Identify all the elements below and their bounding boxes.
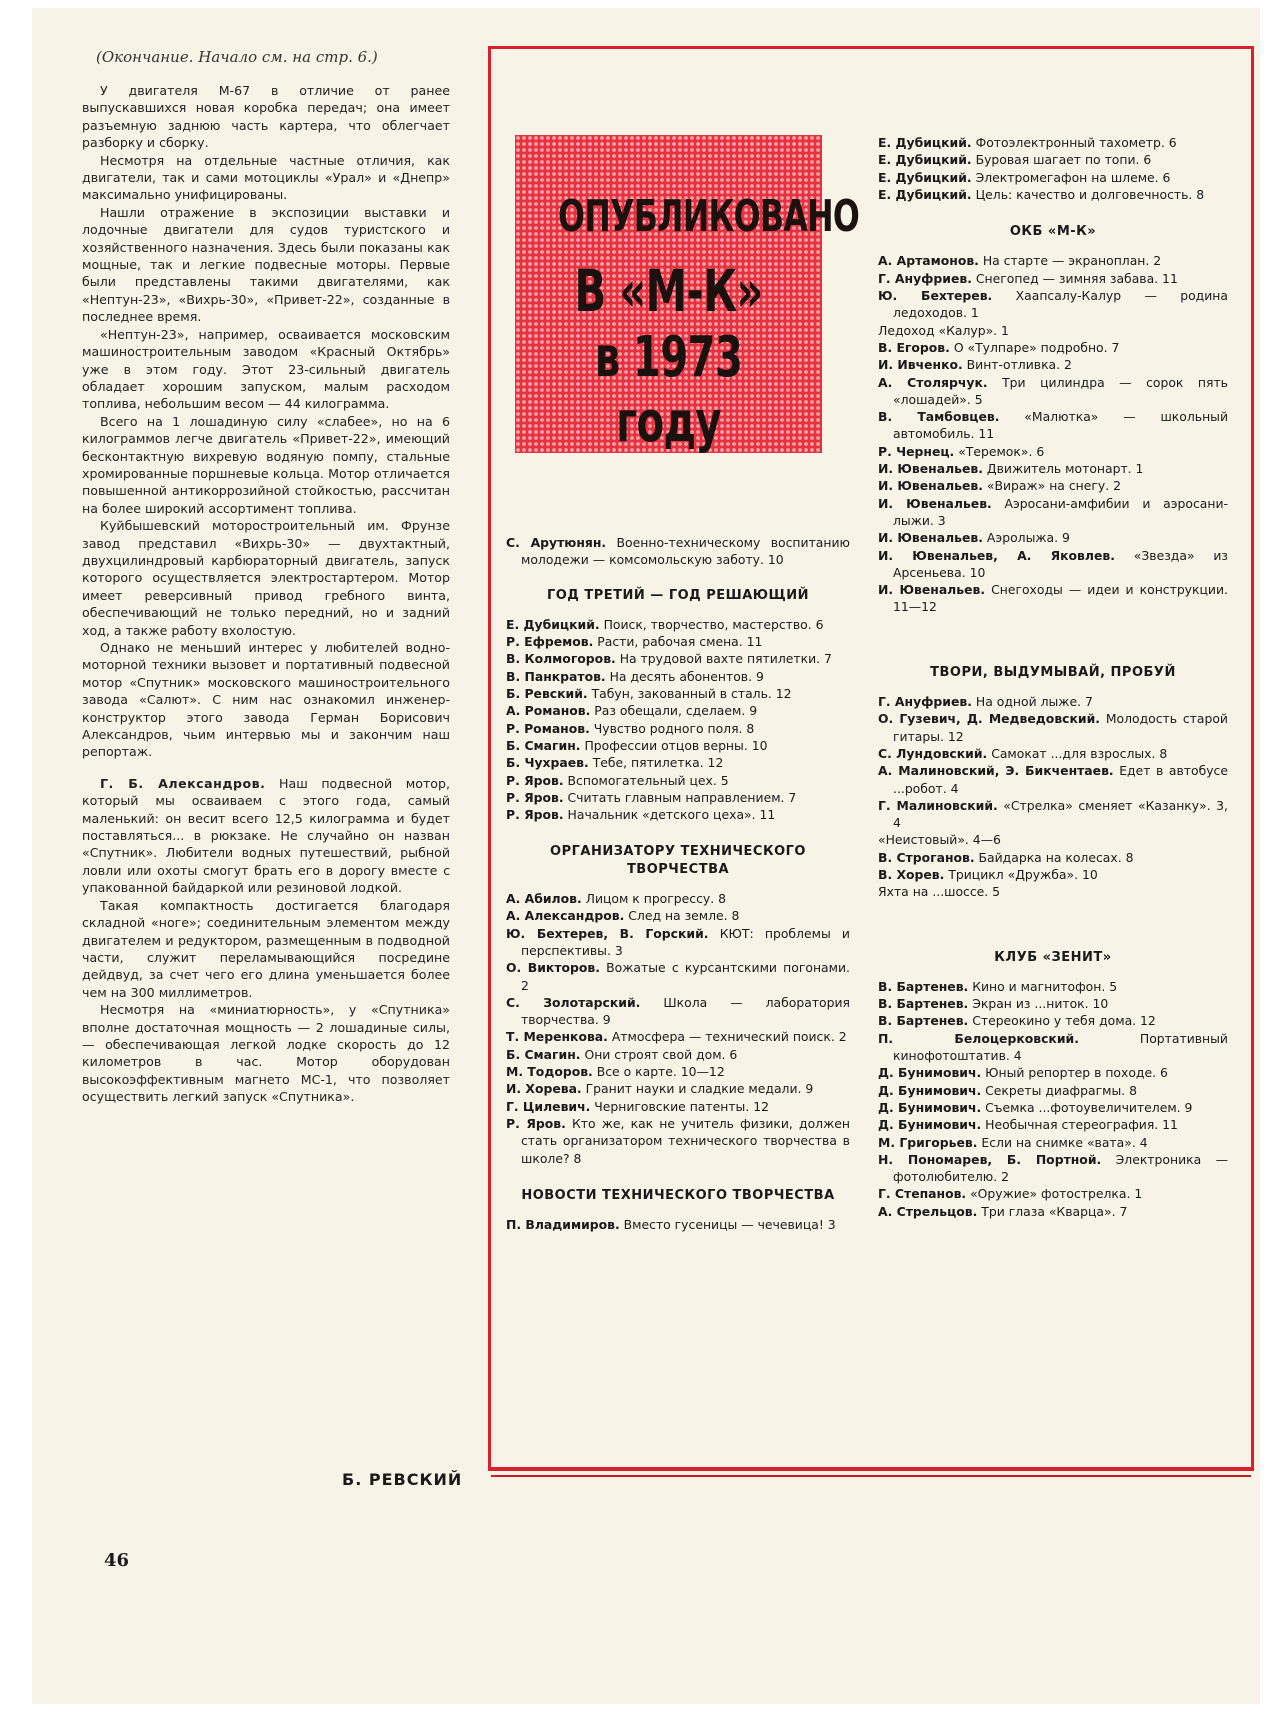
entry-author: И. Ювенальев. (878, 530, 983, 546)
entry-title: Аэролыжа. 9 (986, 530, 1070, 546)
interview-paragraph: Г. Б. Александров. Наш подвесной мотор, который мы осваиваем с этого года, самый маленький: он весит всего 12,5 килограмма и будет поставляться... в рюкзаке. Не случайно он назван «Спутник». Любители водных путешествий, рыбной ловли или охоты смогут брать его в дорогу вместе с упакованной байдаркой или резиновой лодкой. (82, 775, 451, 896)
section-title: КЛУБ «ЗЕНИТ» (994, 949, 1112, 965)
article-paragraph: Несмотря на «миниатюрность», у «Спутника» вполне достаточная мощность — 2 лошадиные силы, — обеспечивающая легкой лодке скорость до 12 километров в час. Мотор оборудован высокоэффективным магнето МС-1, что позволяет осуществить легкий запуск «Спутника». (82, 1002, 450, 1105)
index-entry (878, 356, 1228, 373)
entry-author: И. Ювенальев. (878, 582, 986, 598)
index-entry (506, 890, 850, 907)
index-entry (506, 1216, 850, 1233)
index-entry (878, 169, 1228, 186)
banner-line: В «М-К» (574, 257, 763, 325)
entry-author: О. Гузевич, Д. Медведовский. (878, 711, 1100, 727)
index-entry (878, 460, 1228, 477)
index-entry (506, 806, 850, 823)
article-paragraph: У двигателя М-67 в отличие от ранее выпускавшихся новая коробка передач; она имеет разъемную заднюю часть картера, что облегчает разборку и сборку. (82, 83, 450, 151)
entry-author: В. Колмогоров. (506, 651, 616, 667)
entry-author: И. Ювенальев. (878, 495, 992, 511)
entry-author: П. Владимиров. (506, 1217, 620, 1233)
entry-author: О. Викторов. (506, 960, 600, 976)
entry-author: Р. Яров. (506, 789, 564, 805)
index-entry (878, 443, 1228, 460)
entry-title: Буровая шагает по топи. 6 (975, 152, 1152, 168)
index-entry (506, 925, 850, 960)
entry-author: А. Малиновский, Э. Бикчентаев. (878, 763, 1114, 779)
entry-title: «Теремок». 6 (958, 443, 1045, 459)
article-paragraph: Всего на 1 лошадиную силу «слабее», но на 6 килограммов легче двигатель «Привет-22», имеющий бесконтактную вихревую водяную помпу, стальные хромированные поршневые кольца. Мотор отличается повышенной антикоррозийной стойкостью, рассчитан на более широкий ассортимент топлива. (82, 413, 450, 516)
entry-author: А. Столярчук. (878, 374, 988, 390)
entry-title: Необычная стереография. 11 (985, 1117, 1178, 1133)
index-entry (506, 754, 850, 771)
entry-title: Байдарка на колесах. 8 (978, 849, 1134, 865)
entry-title: Трицикл «Дружба». 10 (948, 866, 1098, 882)
entry-author: М. Тодоров. (506, 1064, 593, 1080)
index-entry (878, 1082, 1228, 1099)
index-entry (878, 339, 1228, 356)
index-entry (878, 1151, 1228, 1186)
entry-title: Вместо гусеницы — чечевица! 3 (623, 1217, 836, 1233)
entry-author: А. Александров. (506, 908, 625, 924)
entry-title: «Неистовый». 4—6 (878, 832, 1001, 848)
index-entry (878, 252, 1228, 269)
entry-title: Вожатые с курсантскими погонами. 2 (521, 960, 850, 993)
entry-title: Винт-отливка. 2 (966, 357, 1072, 373)
entry-title: На десять абонентов. 9 (609, 668, 764, 684)
article-paragraph: Куйбышевский моторостроительный им. Фрунзе завод представил «Вихрь-30» — двухтактный, двухцилиндровый карбюраторный двигатель, запуск которого осуществляется электростартером. Мотор имеет реверсивный привод гребного винта, обеспечивающий не только передний, но и задний ход, а также работу вхолостую. (82, 518, 450, 638)
entry-title: «Малютка» — школьный автомобиль. 11 (893, 409, 1229, 442)
entry-author: П. Белоцерковский. (878, 1030, 1079, 1046)
index-entry (878, 1012, 1228, 1029)
index-entry (506, 994, 850, 1029)
entry-author: В. Тамбовцев. (878, 409, 1000, 425)
section-title: ОКБ «М-К» (1009, 224, 1097, 240)
entry-author: Ю. Бехтерев. (878, 288, 993, 304)
entry-title: «Вираж» на снегу. 2 (986, 478, 1121, 494)
entry-author: Д. Бунимович. (878, 1082, 982, 1098)
entry-author: Д. Бунимович. (878, 1117, 982, 1133)
entry-author: В. Панкратов. (506, 668, 606, 684)
section-title: ГОД ТРЕТИЙ — ГОД РЕШАЮЩИЙ (546, 587, 810, 603)
entry-author: Р. Яров. (506, 772, 564, 788)
entry-title: Расти, рабочая смена. 11 (597, 634, 763, 650)
index-entry (878, 374, 1228, 409)
entry-title: Чувство родного поля. 8 (593, 720, 755, 736)
entry-author: Д. Бунимович. (878, 1099, 982, 1115)
page-number: 46 (104, 1550, 130, 1571)
entry-author: С. Арутюнян. (506, 535, 607, 550)
index-entry (878, 186, 1228, 203)
entry-title: Стереокино у тебя дома. 12 (972, 1013, 1156, 1029)
index-banner (515, 135, 860, 455)
entry-author: В. Бартенев. (878, 1013, 969, 1029)
entry-author: Г. Цилевич. (506, 1098, 591, 1114)
section-title: НОВОСТИ ТЕХНИЧЕСКОГО ТВОРЧЕСТВА (521, 1187, 835, 1203)
entry-title: Молодость старой гитары. 12 (893, 711, 1228, 744)
entry-title: Кино и магнитофон. 5 (972, 978, 1118, 994)
banner-line: ОПУБЛИКОВАНО (557, 191, 860, 242)
index-entry (878, 1116, 1228, 1133)
entry-title: На старте — экраноплан. 2 (982, 253, 1162, 269)
entry-title: Военно-техническому воспитанию молодежи — комсомольскую заботу. 10 (521, 535, 850, 568)
entry-title: Кто же, как не учитель физики, должен стать организатором технического творчества в школе? 8 (521, 1115, 850, 1166)
index-entry (506, 1080, 850, 1097)
entry-title: Едет в автобусе ...робот. 4 (893, 763, 1228, 796)
entry-author: Е. Дубицкий. (878, 186, 972, 202)
index-column-middle (506, 534, 850, 1233)
entry-author: Р. Ефремов. (506, 634, 594, 650)
entry-author: В. Егоров. (878, 339, 950, 355)
entry-title: Они строят свой дом. 6 (584, 1046, 738, 1062)
entry-title: Профессии отцов верны. 10 (584, 737, 768, 753)
index-entry (506, 907, 850, 924)
entry-title: Фотоэлектронный тахометр. 6 (975, 135, 1177, 150)
entry-title: Табун, закованный в сталь. 12 (591, 686, 792, 702)
entry-title: Ледоход «Калур». 1 (878, 322, 1009, 338)
entry-title: Считать главным направлением. 7 (567, 789, 797, 805)
article-author: Б. РЕВСКИЙ (342, 1470, 463, 1489)
index-entry (878, 151, 1228, 168)
entry-title: На одной лыже. 7 (975, 694, 1093, 710)
entry-title: «Оружие» фотострелка. 1 (970, 1186, 1143, 1202)
article-paragraph: Однако не меньший интерес у любителей водно-моторной техники вызовет и портативный подвесной мотор «Спутник» московского машиностроительного завода «Салют». С ним нас ознакомил инженер-конструктор этого завода Герман Борисович Александров, чьим интервью мы и закончим наш репортаж. (82, 640, 450, 760)
entry-title: Экран из ...ниток. 10 (972, 996, 1109, 1012)
entry-author: В. Бартенев. (878, 996, 969, 1012)
entry-title: Черниговские патенты. 12 (594, 1098, 769, 1114)
article-paragraph: «Нептун-23», например, осваивается московским машиностроительным заводом «Красный Октябрь» уже в этом году. Этот 23-сильный двигатель обладает хорошим запуском, малым расходом топлива, небольшим весом — 44 килограмма. (82, 326, 450, 412)
index-entry (878, 408, 1228, 443)
entry-author: В. Строганов. (878, 849, 975, 865)
index-entry (878, 693, 1228, 710)
entry-title: Раз обещали, сделаем. 9 (594, 703, 758, 719)
section-title: ОРГАНИЗАТОРУ ТЕХНИЧЕСКОГО ТВОРЧЕСТВА (550, 844, 806, 877)
entry-title: Самокат ...для взрослых. 8 (991, 745, 1168, 761)
index-entry (878, 866, 1228, 883)
index-entry (878, 287, 1228, 322)
entry-title: Все о карте. 10—12 (596, 1064, 725, 1080)
index-entry (878, 797, 1228, 832)
entry-title: Школа — лаборатория творчества. 9 (521, 994, 850, 1028)
entry-author: Е. Дубицкий. (878, 169, 972, 185)
entry-author: Д. Бунимович. (878, 1065, 982, 1081)
index-entry (878, 1099, 1228, 1116)
entry-author: И. Ювенальев. (878, 461, 983, 477)
index-entry (878, 1134, 1228, 1151)
entry-author: Г. Ануфриев. (878, 694, 972, 710)
index-entry (506, 737, 850, 754)
index-entry (878, 1203, 1228, 1220)
index-entry (506, 668, 850, 685)
entry-title: Три глаза «Кварца». 7 (981, 1203, 1128, 1219)
entry-author: С. Лундовский. (878, 745, 988, 761)
index-entry (878, 831, 1228, 848)
entry-title: Аэросани-амфибии и аэросани-лыжи. 3 (893, 495, 1228, 528)
entry-title: Снегопед — зимняя забава. 11 (975, 270, 1178, 286)
index-entry (878, 849, 1228, 866)
entry-title: Хаапсалу-Калур — родина ледоходов. 1 (893, 288, 1228, 321)
entry-title: «Звезда» из Арсеньева. 10 (893, 547, 1229, 580)
section-spacer (878, 901, 1228, 929)
index-entry (878, 883, 1228, 900)
article-paragraph: Такая компактность достигается благодаря складной «ноге»; соединительным элементом между двигателем и редуктором, размещенным в подводной части, служит переламывающийся посредине дейдвуд, за счет чего его длина уменьшается более чем на 300 миллиметров. (82, 897, 450, 1000)
index-entry (506, 1028, 850, 1045)
index-entry (878, 762, 1228, 797)
entry-author: Е. Дубицкий. (878, 135, 972, 150)
entry-title: «Стрелка» сменяет «Казанку». 3, 4 (893, 797, 1228, 831)
index-entry (878, 270, 1228, 287)
index-entry (878, 710, 1228, 745)
entry-title: Съемка ...фотоувеличителем. 9 (985, 1099, 1193, 1115)
entry-author: И. Ювенальев, А. Яковлев. (878, 547, 1115, 563)
article-column (82, 82, 450, 1106)
index-entry (878, 322, 1228, 339)
entry-author: С. Золотарский. (506, 994, 641, 1010)
index-entry (506, 1063, 850, 1080)
entry-title: Движитель мотонарт. 1 (986, 461, 1144, 477)
entry-author: Р. Яров. (506, 1115, 566, 1131)
entry-author: И. Хорева. (506, 1081, 582, 1097)
entry-title: Электромегафон на шлеме. 6 (975, 169, 1171, 185)
entry-title: Снегоходы — идеи и конструкции. 11—12 (893, 582, 1228, 615)
entry-title: КЮТ: проблемы и перспективы. 3 (521, 925, 850, 958)
entry-author: А. Абилов. (506, 891, 582, 907)
entry-author: Б. Ревский. (506, 686, 588, 702)
entry-author: В. Бартенев. (878, 978, 969, 994)
article-paragraph: Несмотря на отдельные частные отличия, как двигатели, так и сами мотоциклы «Урал» и «Днепр» максимально унифицированы. (82, 152, 450, 203)
index-entry (506, 959, 850, 994)
entry-title: Вспомогательный цех. 5 (567, 772, 729, 788)
entry-author: Б. Чухраев. (506, 755, 589, 771)
entry-author: А. Романов. (506, 703, 591, 719)
section-spacer (878, 616, 1228, 644)
entry-author: Г. Ануфриев. (878, 270, 972, 286)
index-entry (878, 1185, 1228, 1202)
entry-author: Р. Чернец. (878, 443, 955, 459)
index-entry (878, 978, 1228, 995)
section-title: ТВОРИ, ВЫДУМЫВАЙ, ПРОБУЙ (930, 664, 1176, 680)
index-entry (878, 1064, 1228, 1081)
entry-author: И. Ивченко. (878, 357, 963, 373)
entry-title: На трудовой вахте пятилетки. 7 (619, 651, 832, 667)
index-entry (506, 650, 850, 667)
entry-title: Лицом к прогрессу. 8 (585, 891, 726, 907)
index-entry (506, 1098, 850, 1115)
entry-author: И. Ювенальев. (878, 478, 983, 494)
entry-title: Юный репортер в походе. 6 (985, 1065, 1168, 1081)
entry-title: Электроника — фотолюбителю. 2 (893, 1151, 1228, 1185)
entry-title: Гранит науки и сладкие медали. 9 (585, 1081, 814, 1097)
entry-author: Н. Пономарев, Б. Портной. (878, 1151, 1102, 1167)
entry-author: Р. Романов. (506, 720, 590, 736)
index-entry (878, 495, 1228, 530)
banner-line: в 1973 году (594, 325, 743, 455)
entry-title: О «Тулпаре» подробно. 7 (953, 339, 1120, 355)
entry-author: Р. Яров. (506, 807, 564, 823)
index-entry (506, 720, 850, 737)
entry-author: А. Артамонов. (878, 253, 979, 269)
entry-author: Е. Дубицкий. (506, 616, 600, 632)
entry-title: Начальник «детского цеха». 11 (567, 807, 776, 823)
index-entry (878, 547, 1228, 582)
index-entry (506, 1046, 850, 1063)
index-entry (878, 477, 1228, 494)
entry-title: Портативный кинофотоштатив. 4 (893, 1030, 1228, 1064)
index-entry (506, 534, 850, 569)
index-entry (878, 581, 1228, 616)
index-entry (506, 772, 850, 789)
index-entry (506, 633, 850, 650)
entry-author: А. Стрельцов. (878, 1203, 978, 1219)
entry-title: Яхта на ...шоссе. 5 (878, 884, 1001, 900)
continuation-note: (Окончание. Начало см. на стр. 6.) (96, 48, 378, 66)
entry-title: Атмосфера — технический поиск. 2 (611, 1029, 847, 1045)
entry-author: Е. Дубицкий. (878, 152, 972, 168)
entry-author: Г. Малиновский. (878, 797, 998, 813)
entry-title: Три цилиндра — сорок пять «лошадей». 5 (893, 374, 1228, 407)
entry-author: М. Григорьев. (878, 1134, 978, 1150)
index-column-right (878, 134, 1228, 1220)
entry-title: Если на снимке «вата». 4 (981, 1134, 1148, 1150)
entry-author: В. Хорев. (878, 866, 945, 882)
index-entry (878, 745, 1228, 762)
entry-title: Тебе, пятилетка. 12 (592, 755, 724, 771)
entry-author: Б. Смагин. (506, 1046, 581, 1062)
index-entry (506, 616, 850, 633)
entry-title: След на земле. 8 (628, 908, 740, 924)
entry-title: Поиск, творчество, мастерство. 6 (603, 616, 824, 632)
index-entry (878, 529, 1228, 546)
entry-title: Цель: качество и долговечность. 8 (975, 186, 1205, 202)
speaker-name: Г. Б. Александров. (100, 775, 266, 791)
index-entry (878, 995, 1228, 1012)
entry-title: Секреты диафрагмы. 8 (985, 1082, 1138, 1098)
index-entry (878, 1030, 1228, 1065)
entry-author: Г. Степанов. (878, 1186, 967, 1202)
index-entry (506, 789, 850, 806)
index-entry (506, 1115, 850, 1167)
index-entry (506, 702, 850, 719)
entry-author: Т. Меренкова. (506, 1029, 608, 1045)
entry-author: Б. Смагин. (506, 737, 581, 753)
entry-author: Ю. Бехтерев, В. Горский. (506, 925, 709, 941)
index-entry (506, 685, 850, 702)
index-entry (878, 134, 1228, 151)
article-paragraph: Нашли отражение в экспозиции выставки и лодочные двигатели для судов туристского и хозяйственного назначения. Здесь были показаны как мощные, так и легкие подвесные моторы. Первые были представлены такими двигателями, как «Нептун-23», «Вихрь-30», «Привет-22», созданные в последнее время. (82, 204, 450, 325)
